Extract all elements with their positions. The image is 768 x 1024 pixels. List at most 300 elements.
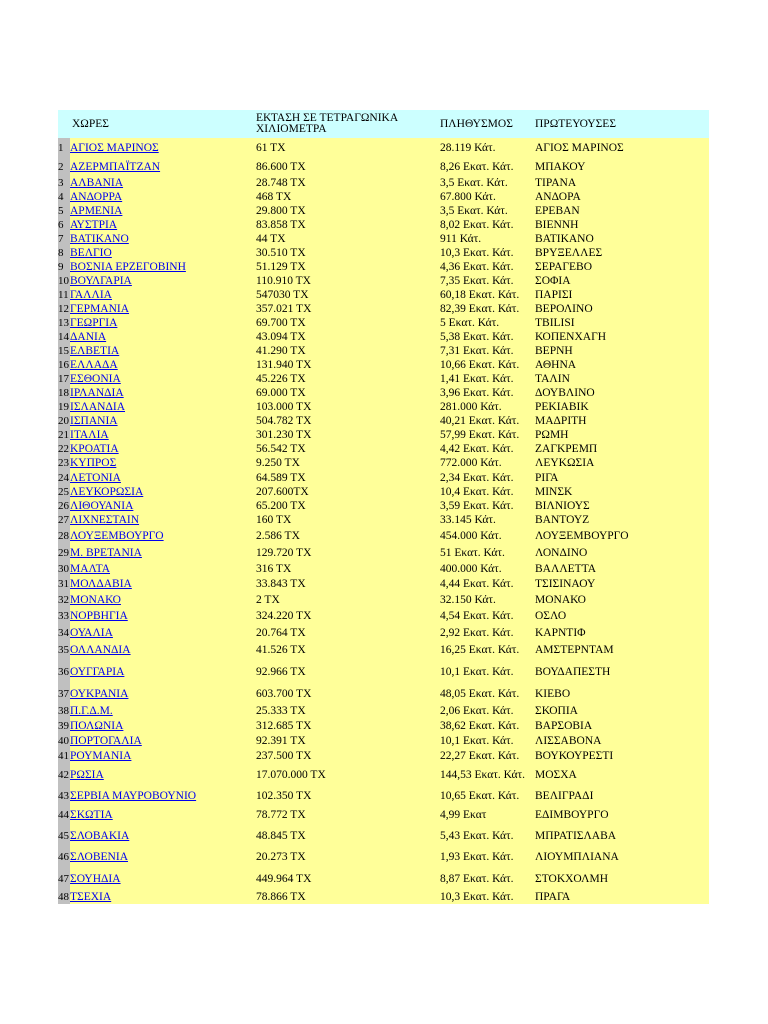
country-cell xyxy=(70,659,256,685)
country-link[interactable]: ΑΡΜΕΝΙΑ xyxy=(70,205,123,217)
capital-cell: ΜΑΔΡΙΤΗ xyxy=(535,414,709,428)
row-number: 9 xyxy=(58,260,70,274)
population-cell: 10,65 Εκατ. Κάτ. xyxy=(440,787,535,805)
area-cell: 357.021 ΤΧ xyxy=(256,302,440,316)
area-cell: 449.964 ΤΧ xyxy=(256,868,440,889)
area-cell: 61 ΤΧ xyxy=(256,138,440,157)
area-cell: 51.129 ΤΧ xyxy=(256,260,440,274)
population-cell: 7,35 Εκατ. Κάτ. xyxy=(440,274,535,288)
row-number: 25 xyxy=(58,486,69,498)
table-row xyxy=(58,470,709,485)
country-cell xyxy=(70,400,256,414)
country-cell xyxy=(70,218,256,232)
area-cell: 20.764 ΤΧ xyxy=(256,624,440,641)
row-number: 37 xyxy=(58,685,70,703)
row-number: 12 xyxy=(58,303,69,315)
population-cell: 400.000 Κάτ. xyxy=(440,561,535,576)
area-cell: 43.094 ΤΧ xyxy=(256,330,440,344)
capital-cell: ΚΙΕΒΟ xyxy=(535,685,709,703)
row-number: 30 xyxy=(58,562,69,575)
row-number: 6 xyxy=(58,218,70,232)
capital-cell: ΒΙΕΝΝΗ xyxy=(535,218,709,232)
table-row xyxy=(58,608,709,624)
row-number: 33 xyxy=(58,610,69,622)
country-cell xyxy=(70,232,256,246)
country-cell xyxy=(70,344,256,358)
area-cell: 102.350 ΤΧ xyxy=(256,787,440,805)
table-row xyxy=(58,624,709,641)
area-cell: 237.500 ΤΧ xyxy=(256,748,440,763)
row-number: 17 xyxy=(58,373,69,385)
table-row xyxy=(58,288,709,302)
capital-cell: ΛΟΥΞΕΜΒΟΥΡΓΟ xyxy=(535,527,709,545)
capital-cell: ΡΕΚΙΑΒΙΚ xyxy=(535,400,709,414)
capital-cell: ΚΑΡΝΤΙΦ xyxy=(535,624,709,641)
capital-cell: ΖΑΓΚΡΕΜΠ xyxy=(535,442,709,456)
population-cell: 1,41 Εκατ. Κάτ. xyxy=(440,372,535,386)
capital-cell: ΜΠΑΚΟΥ xyxy=(535,157,709,176)
capital-cell: ΡΩΜΗ xyxy=(535,428,709,442)
row-number: 47 xyxy=(58,868,70,889)
country-cell xyxy=(70,763,256,787)
table-row xyxy=(58,485,709,499)
country-cell xyxy=(70,386,256,400)
country-link[interactable]: ΛΕΥΚΟΡΩΣΙΑ xyxy=(70,486,144,498)
capital-cell: ΒΟΥΚΟΥΡΕΣΤΙ xyxy=(535,748,709,763)
country-cell xyxy=(70,442,256,456)
table-row xyxy=(58,330,709,344)
table-row xyxy=(58,190,709,204)
countries-table xyxy=(58,110,709,904)
country-link[interactable]: ΡΩΣΙΑ xyxy=(70,769,104,781)
country-cell xyxy=(70,176,256,190)
country-link[interactable]: Μ. ΒΡΕΤΑΝΙΑ xyxy=(70,547,142,559)
country-link[interactable]: ΣΚΩΤΙΑ xyxy=(70,809,113,821)
area-cell: 33.843 ΤΧ xyxy=(256,576,440,592)
row-number: 48 xyxy=(58,890,69,903)
country-link[interactable]: ΣΛΟΒΕΝΙΑ xyxy=(70,851,128,863)
country-link[interactable]: ΤΣΕΧΙΑ xyxy=(70,890,112,903)
area-cell: 131.940 ΤΧ xyxy=(256,358,440,372)
capital-cell: ΛΕΥΚΩΣΙΑ xyxy=(535,456,709,470)
population-cell: 10,4 Εκατ. Κάτ. xyxy=(440,485,535,499)
area-cell: 17.070.000 ΤΧ xyxy=(256,763,440,787)
row-number: 38 xyxy=(58,704,69,717)
capital-cell: ΜΟΣΧΑ xyxy=(535,763,709,787)
country-cell xyxy=(70,470,256,485)
row-number: 11 xyxy=(58,289,69,301)
population-cell: 48,05 Εκατ. Κάτ. xyxy=(440,685,535,703)
population-cell: 911 Κάτ. xyxy=(440,232,535,246)
area-cell: 110.910 ΤΧ xyxy=(256,274,440,288)
table-row xyxy=(58,592,709,608)
area-cell: 547030 ΤΧ xyxy=(256,288,440,302)
row-number: 28 xyxy=(58,527,70,545)
population-cell: 1,93 Εκατ. Κάτ. xyxy=(440,846,535,868)
area-cell: 29.800 ΤΧ xyxy=(256,204,440,218)
country-cell xyxy=(70,316,256,330)
table-row xyxy=(58,456,709,470)
capital-cell: ΒΟΥΔΑΠΕΣΤΗ xyxy=(535,659,709,685)
row-number: 32 xyxy=(58,594,69,606)
population-cell: 3,5 Εκατ. Κάτ. xyxy=(440,204,535,218)
table-row xyxy=(58,372,709,386)
capital-cell: ΒΑΤΙΚΑΝΟ xyxy=(535,232,709,246)
country-cell xyxy=(70,576,256,592)
capital-cell: ΜΠΡΑΤΙΣΛΑΒΑ xyxy=(535,825,709,846)
country-link[interactable]: ΟΥΑΛΙΑ xyxy=(70,626,113,639)
population-cell: 4,42 Εκατ. Κάτ. xyxy=(440,442,535,456)
population-cell: 454.000 Κάτ. xyxy=(440,527,535,545)
table-row xyxy=(58,703,709,718)
country-cell xyxy=(70,787,256,805)
capital-cell: ΠΑΡΙΣΙ xyxy=(535,288,709,302)
country-cell xyxy=(70,748,256,763)
table-row xyxy=(58,499,709,513)
row-number: 15 xyxy=(58,345,69,357)
table-row xyxy=(58,889,709,904)
country-cell xyxy=(70,868,256,889)
country-cell xyxy=(70,592,256,608)
row-number: 1 xyxy=(58,138,70,157)
row-number: 27 xyxy=(58,514,69,526)
country-link[interactable]: ΜΟΝΑΚΟ xyxy=(70,594,121,606)
header-capital: ΠΡΩΤΕΥΟΥΣΕΣ xyxy=(535,110,709,138)
country-cell xyxy=(70,204,256,218)
table-row xyxy=(58,513,709,527)
area-cell: 2.586 ΤΧ xyxy=(256,527,440,545)
table-row xyxy=(58,414,709,428)
area-cell: 86.600 ΤΧ xyxy=(256,157,440,176)
country-cell xyxy=(70,485,256,499)
row-number: 42 xyxy=(58,763,70,787)
table-row xyxy=(58,868,709,889)
area-cell: 83.858 ΤΧ xyxy=(256,218,440,232)
table-row xyxy=(58,302,709,316)
country-cell xyxy=(70,190,256,204)
country-link[interactable]: ΑΛΒΑΝΙΑ xyxy=(70,177,124,189)
capital-cell: ΤΙΡΑΝΑ xyxy=(535,176,709,190)
country-link[interactable]: ΜΑΛΤΑ xyxy=(70,562,111,575)
capital-cell: ΡΙΓΑ xyxy=(535,470,709,485)
area-cell: 207.600ΤΧ xyxy=(256,485,440,499)
area-cell: 468 ΤΧ xyxy=(256,190,440,204)
row-number: 3 xyxy=(58,176,70,190)
capital-cell: ΕΡΕΒΑΝ xyxy=(535,204,709,218)
area-cell: 603.700 ΤΧ xyxy=(256,685,440,703)
table-row xyxy=(58,442,709,456)
table-row xyxy=(58,218,709,232)
table-row xyxy=(58,157,709,176)
population-cell: 67.800 Κάτ. xyxy=(440,190,535,204)
country-link[interactable]: ΛΙΘΟΥΑΝΙΑ xyxy=(70,500,134,512)
population-cell: 8,02 Εκατ. Κάτ. xyxy=(440,218,535,232)
population-cell: 2,92 Εκατ. Κάτ. xyxy=(440,624,535,641)
population-cell: 10,3 Εκατ. Κάτ. xyxy=(440,889,535,904)
country-link[interactable]: ΕΛΒΕΤΙΑ xyxy=(70,345,120,357)
row-number: 8 xyxy=(58,246,70,260)
table-row xyxy=(58,316,709,330)
row-number: 31 xyxy=(58,578,69,590)
country-link[interactable]: ΑΝΔΟΡΡΑ xyxy=(70,191,123,203)
country-link[interactable]: ΣΟΥΗΔΙΑ xyxy=(70,872,121,885)
area-cell: 78.772 ΤΧ xyxy=(256,805,440,825)
row-number: 40 xyxy=(58,734,69,747)
population-cell: 10,66 Εκατ. Κάτ. xyxy=(440,358,535,372)
population-cell: 51 Εκατ. Κάτ. xyxy=(440,545,535,561)
row-number: 16 xyxy=(58,359,69,371)
country-link[interactable]: ΕΣΘΟΝΙΑ xyxy=(70,373,121,385)
table-row xyxy=(58,641,709,659)
area-cell: 129.720 ΤΧ xyxy=(256,545,440,561)
table-row xyxy=(58,733,709,748)
country-cell xyxy=(70,499,256,513)
capital-cell: ΒΑΡΣΟΒΙΑ xyxy=(535,718,709,733)
population-cell: 3,59 Εκατ. Κάτ. xyxy=(440,499,535,513)
population-cell: 8,87 Εκατ. Κάτ. xyxy=(440,868,535,889)
population-cell: 4,99 Εκατ xyxy=(440,805,535,825)
population-cell: 32.150 Κάτ. xyxy=(440,592,535,608)
capital-cell: ΛΙΟΥΜΠΛΙΑΝΑ xyxy=(535,846,709,868)
area-cell: 312.685 ΤΧ xyxy=(256,718,440,733)
table-row xyxy=(58,763,709,787)
country-link[interactable]: ΙΡΛΑΝΔΙΑ xyxy=(70,387,124,399)
area-cell: 92.966 ΤΧ xyxy=(256,659,440,685)
capital-cell: ΔΟΥΒΛΙΝΟ xyxy=(535,386,709,400)
table-row xyxy=(58,576,709,592)
country-link[interactable]: ΟΥΚΡΑΝΙΑ xyxy=(70,688,129,700)
table-row xyxy=(58,260,709,274)
table-row xyxy=(58,561,709,576)
table-row xyxy=(58,232,709,246)
population-cell: 5,43 Εκατ. Κάτ. xyxy=(440,825,535,846)
country-link[interactable]: ΑΥΣΤΡΙΑ xyxy=(70,219,118,231)
country-cell xyxy=(70,358,256,372)
country-link[interactable]: ΡΟΥΜΑΝΙΑ xyxy=(70,749,132,762)
country-link[interactable]: ΑΖΕΡΜΠΑΪΤΖΑΝ xyxy=(70,160,161,173)
area-cell: 20.273 ΤΧ xyxy=(256,846,440,868)
capital-cell: ΑΓΙΟΣ ΜΑΡΙΝΟΣ xyxy=(535,138,709,157)
row-number: 43 xyxy=(58,787,70,805)
country-link[interactable]: ΣΛΟΒΑΚΙΑ xyxy=(70,829,130,842)
capital-cell: ΟΣΛΟ xyxy=(535,608,709,624)
country-link[interactable]: ΟΥΓΓΑΡΙΑ xyxy=(70,666,125,678)
country-link[interactable]: ΛΟΥΞΕΜΒΟΥΡΓΟ xyxy=(70,530,164,542)
row-number: 39 xyxy=(58,719,69,732)
population-cell: 281.000 Κάτ. xyxy=(440,400,535,414)
population-cell: 16,25 Εκατ. Κάτ. xyxy=(440,641,535,659)
country-link[interactable]: ΕΛΛΑΔΑ xyxy=(70,359,118,371)
area-cell: 44 ΤΧ xyxy=(256,232,440,246)
table-row xyxy=(58,527,709,545)
header-corner-cell xyxy=(58,110,70,138)
row-number: 22 xyxy=(58,443,69,455)
country-link[interactable]: ΜΟΛΔΑΒΙΑ xyxy=(70,578,132,590)
capital-cell: ΣΕΡΑΓΕΒΟ xyxy=(535,260,709,274)
row-number: 34 xyxy=(58,624,70,641)
capital-cell: ΚΟΠΕΝΧΑΓΗ xyxy=(535,330,709,344)
area-cell: 301.230 ΤΧ xyxy=(256,428,440,442)
area-cell: 30.510 ΤΧ xyxy=(256,246,440,260)
country-cell xyxy=(70,527,256,545)
row-number: 44 xyxy=(58,805,70,825)
capital-cell: ΑΝΔΟΡΑ xyxy=(535,190,709,204)
table-row xyxy=(58,787,709,805)
country-link[interactable]: ΝΟΡΒΗΓΙΑ xyxy=(70,610,128,622)
population-cell: 10,1 Εκατ. Κάτ. xyxy=(440,733,535,748)
row-number: 7 xyxy=(58,232,70,246)
country-link[interactable]: ΓΕΩΡΓΙΑ xyxy=(70,317,118,329)
country-link[interactable]: ΒΕΛΓΙΟ xyxy=(70,247,112,259)
country-link[interactable]: ΔΑΝΙΑ xyxy=(70,331,107,343)
area-cell: 2 ΤΧ xyxy=(256,592,440,608)
population-cell: 3,5 Εκατ. Κάτ. xyxy=(440,176,535,190)
country-link[interactable]: ΣΕΡΒΙΑ ΜΑΥΡΟΒΟΥΝΙΟ xyxy=(70,790,197,802)
table-row xyxy=(58,246,709,260)
area-cell: 92.391 ΤΧ xyxy=(256,733,440,748)
country-link[interactable]: Π.Γ.Δ.Μ. xyxy=(70,704,113,717)
country-cell xyxy=(70,889,256,904)
table-row xyxy=(58,805,709,825)
row-number: 36 xyxy=(58,659,70,685)
country-link[interactable]: ΛΙΧΝΕΣΤΑΙΝ xyxy=(70,514,140,526)
country-link[interactable]: ΙΤΑΛΙΑ xyxy=(70,429,109,441)
country-link[interactable]: ΠΟΛΩΝΙΑ xyxy=(70,719,124,732)
population-cell: 772.000 Κάτ. xyxy=(440,456,535,470)
area-cell: 56.542 ΤΧ xyxy=(256,442,440,456)
country-cell xyxy=(70,805,256,825)
area-cell: 45.226 ΤΧ xyxy=(256,372,440,386)
country-cell xyxy=(70,456,256,470)
country-link[interactable]: ΟΛΛΑΝΔΙΑ xyxy=(70,644,131,656)
table-row xyxy=(58,659,709,685)
row-number: 21 xyxy=(58,429,69,441)
population-cell: 5 Εκατ. Κάτ. xyxy=(440,316,535,330)
row-number: 14 xyxy=(58,331,69,343)
capital-cell: ΜΟΝΑΚΟ xyxy=(535,592,709,608)
area-cell: 41.290 ΤΧ xyxy=(256,344,440,358)
row-number: 41 xyxy=(58,749,69,762)
table-row xyxy=(58,274,709,288)
capital-cell: ΣΚΟΠΙΑ xyxy=(535,703,709,718)
table-row xyxy=(58,204,709,218)
capital-cell: ΜΙΝΣΚ xyxy=(535,485,709,499)
row-number: 46 xyxy=(58,846,70,868)
country-cell xyxy=(70,157,256,176)
capital-cell: ΣΤΟΚΧΟΛΜΗ xyxy=(535,868,709,889)
country-link[interactable]: ΙΣΠΑΝΙΑ xyxy=(70,415,118,427)
population-cell: 10,1 Εκατ. Κάτ. xyxy=(440,659,535,685)
area-cell: 41.526 ΤΧ xyxy=(256,641,440,659)
country-cell xyxy=(70,561,256,576)
country-cell xyxy=(70,372,256,386)
countries-spreadsheet xyxy=(58,110,709,904)
capital-cell: ΛΟΝΔΙΝΟ xyxy=(535,545,709,561)
table-row xyxy=(58,718,709,733)
country-cell xyxy=(70,414,256,428)
country-link[interactable]: ΚΥΠΡΟΣ xyxy=(70,457,117,469)
row-number: 10 xyxy=(58,275,69,287)
row-number: 2 xyxy=(58,157,70,176)
capital-cell: ΒΕΡΝΗ xyxy=(535,344,709,358)
row-number: 45 xyxy=(58,825,70,846)
population-cell: 33.145 Κάτ. xyxy=(440,513,535,527)
country-link[interactable]: ΒΟΣΝΙΑ ΕΡΖΕΓΟΒΙΝΗ xyxy=(70,261,186,273)
row-number: 19 xyxy=(58,401,69,413)
population-cell: 8,26 Εκατ. Κάτ. xyxy=(440,157,535,176)
country-cell xyxy=(70,685,256,703)
area-cell: 324.220 ΤΧ xyxy=(256,608,440,624)
table-row xyxy=(58,358,709,372)
country-link[interactable]: ΒΑΤΙΚΑΝΟ xyxy=(70,233,129,245)
header-population: ΠΛΗΘΥΣΜΟΣ xyxy=(440,110,535,138)
table-row xyxy=(58,386,709,400)
population-cell: 2,06 Εκατ. Κάτ. xyxy=(440,703,535,718)
row-number: 26 xyxy=(58,500,69,512)
table-row xyxy=(58,846,709,868)
country-link[interactable]: ΑΓΙΟΣ ΜΑΡΙΝΟΣ xyxy=(70,141,159,154)
capital-cell: ΒΕΡΟΛΙΝΟ xyxy=(535,302,709,316)
country-link[interactable]: ΓΑΛΛΙΑ xyxy=(70,289,112,301)
country-link[interactable]: ΒΟΥΛΓΑΡΙΑ xyxy=(70,275,132,287)
country-link[interactable]: ΚΡΟΑΤΙΑ xyxy=(70,443,119,455)
population-cell: 40,21 Εκατ. Κάτ. xyxy=(440,414,535,428)
table-row xyxy=(58,176,709,190)
capital-cell: TBILISI xyxy=(535,316,709,330)
table-row xyxy=(58,400,709,414)
area-cell: 9.250 ΤΧ xyxy=(256,456,440,470)
header-row xyxy=(58,110,709,138)
population-cell: 144,53 Εκατ. Κάτ. xyxy=(440,763,535,787)
population-cell: 7,31 Εκατ. Κάτ. xyxy=(440,344,535,358)
country-link[interactable]: ΓΕΡΜΑΝΙΑ xyxy=(70,303,130,315)
country-cell xyxy=(70,428,256,442)
population-cell: 57,99 Εκατ. Κάτ. xyxy=(440,428,535,442)
country-link[interactable]: ΠΟΡΤΟΓΑΛΙΑ xyxy=(70,734,142,747)
country-cell xyxy=(70,288,256,302)
country-link[interactable]: ΙΣΛΑΝΔΙΑ xyxy=(70,401,126,413)
area-cell: 25.333 ΤΧ xyxy=(256,703,440,718)
row-number: 18 xyxy=(58,387,69,399)
table-row xyxy=(58,685,709,703)
country-cell xyxy=(70,641,256,659)
table-row xyxy=(58,344,709,358)
capital-cell: ΒΑΛΛΕΤΤΑ xyxy=(535,561,709,576)
area-cell: 504.782 ΤΧ xyxy=(256,414,440,428)
country-cell xyxy=(70,138,256,157)
header-country: ΧΩΡΕΣ xyxy=(70,110,256,138)
table-row xyxy=(58,748,709,763)
row-number: 20 xyxy=(58,415,69,427)
area-cell: 78.866 ΤΧ xyxy=(256,889,440,904)
table-row xyxy=(58,138,709,157)
area-cell: 28.748 ΤΧ xyxy=(256,176,440,190)
area-cell: 65.200 ΤΧ xyxy=(256,499,440,513)
population-cell: 82,39 Εκατ. Κάτ. xyxy=(440,302,535,316)
country-cell xyxy=(70,545,256,561)
row-number: 13 xyxy=(58,317,69,329)
capital-cell: ΛΙΣΣΑΒΟΝΑ xyxy=(535,733,709,748)
country-cell xyxy=(70,330,256,344)
row-number: 4 xyxy=(58,190,70,204)
country-cell xyxy=(70,718,256,733)
area-cell: 64.589 ΤΧ xyxy=(256,470,440,485)
country-cell xyxy=(70,703,256,718)
capital-cell: ΤΣΙΣΙΝΑΟΥ xyxy=(535,576,709,592)
population-cell: 60,18 Εκατ. Κάτ. xyxy=(440,288,535,302)
country-link[interactable]: ΛΕΤΟΝΙΑ xyxy=(70,471,121,484)
country-cell xyxy=(70,608,256,624)
